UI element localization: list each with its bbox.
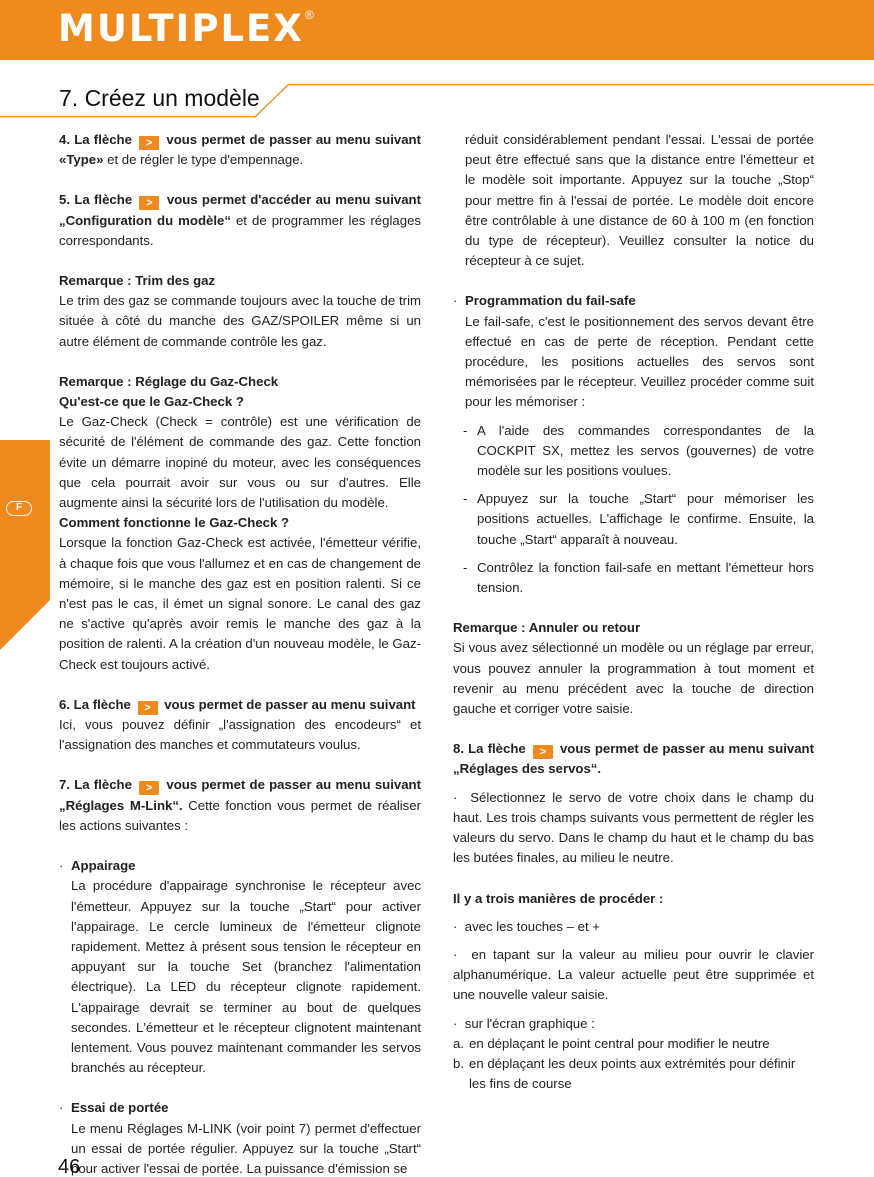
trim-text: Le trim des gaz se commande toujours avec la touche de trim située à côté du manche des GAZ/SPOILER même si un autre élément de commande contrôle les gaz. <box>59 293 421 349</box>
left-column <box>59 130 421 1177</box>
ways-heading: Il y a trois manières de procéder : <box>453 890 664 906</box>
failsafe-item: · Programmation du fail-safe Le fail-safe, c'est le positionnement des servos devant être effectué en cas de perte de réception. Pendant cette procédure, les positions actuelles des servos sont mémorisées par le récepteur. Veuillez procéder comme suit pour les mémoriser : <box>453 291 814 412</box>
section-6-text: Ici, vous pouvez définir „l'assignation des encodeurs“ et l'assignation des manches et commutateurs voulus. <box>59 717 421 753</box>
section-7: 7. La flèche > vous permet de passer au menu suivant „Réglages M-Link“. Cette fonction vous permet de réaliser les actions suivantes : <box>59 777 422 833</box>
side-tab-shape <box>0 440 50 650</box>
failsafe-text: Le fail-safe, c'est le positionnement des servos devant être effectué en cas de perte de réception. Pendant cette procédure, les positions actuelles des servos sont mémorisées par le récepteur. Veuillez procéder comme suit pour les mémoriser : <box>465 313 814 410</box>
failsafe-heading: Programmation du fail-safe <box>465 293 636 309</box>
gaz-check-how-heading: Comment fonctionne le Gaz-Check ? <box>59 515 290 531</box>
arrow-right-icon: > <box>139 136 159 150</box>
section-4: 4. La flèche > vous permet de passer au menu suivant «Type» et de régler le type d'empennage. <box>59 132 421 168</box>
range-test-heading: Essai de portée <box>71 1100 169 1116</box>
cancel-text: Si vous avez sélectionné un modèle ou un réglage par erreur, vous pouvez annuler la programmation à tout moment et revenir au menu précédent avec la touche de direction gauche et corriger votre saisie. <box>453 640 814 717</box>
gaz-check-subheading: Qu'est-ce que le Gaz-Check ? <box>59 394 244 410</box>
chapter-title: 7. Créez un modèle <box>59 85 260 111</box>
range-test-continued: réduit considérablement pendant l'essai. L'essai de portée peut être effectué sans que la distance entre l'émetteur et le modèle soit importante. Appuyez sur la touche „Stop“ pour mettre fin à l'essai de portée. Le modèle doit encore être contrôlable à une distance de 60 à 100 m (en fonction du type de récepteur). Veuillez consulter la notice du récepteur à ce sujet. <box>465 132 814 269</box>
right-column <box>453 130 814 1094</box>
gaz-check-heading: Remarque : Réglage du Gaz-Check <box>59 373 279 389</box>
gaz-check-text: Le Gaz-Check (Check = contrôle) est une vérification de sécurité de l'élément de commande des gaz. Cette fonction évite un démarre inopiné du moteur, avec les conséquences que cela pourrait avoir sur vous ou sur d'autres. Elle augmente ainsi la sécurité lors de l'utilisation du modèle. <box>59 414 421 511</box>
arrow-right-icon: > <box>139 781 159 795</box>
failsafe-step-3: - Contrôlez la fonction fail-safe en mettant l'émetteur hors tension. <box>463 559 814 596</box>
trim-heading: Remarque : Trim des gaz <box>59 273 216 289</box>
section-5: 5. La flèche > vous permet d'accéder au menu suivant „Configuration du modèle“ et de programmer les réglages correspondants. <box>59 192 421 248</box>
header-bar <box>0 0 874 60</box>
way-3-b: b. en déplaçant les deux points aux extrémités pour définir les fins de course <box>453 1055 796 1092</box>
servo-text: · Sélectionnez le servo de votre choix dans le champ du haut. Les trois champs suivants vous permettent de régler les valeurs du servo. Dans le champ du haut et le champ du bas les butées finales, au milieu le neutre. <box>453 789 815 866</box>
failsafe-step-2: - Appuyez sur la touche „Start“ pour mémoriser les positions actuelles. L'affichage le confirme. Ensuite, la touche „Start“ apparaît à nouveau. <box>463 491 814 547</box>
pairing-text: La procédure d'appairage synchronise le récepteur avec l'émetteur. Appuyez sur la touche „Start“ pour activer l'appairage. Le cercle lumineux de l'émetteur clignote rapidement. Mettez à présent sous tension le récepteur en appuyant sur la touche Set (branchez l'alimentation électrique). La LED du récepteur clignote rapidement. L'appairage devrait se terminer au bout de quelques secondes. L'émetteur et le récepteur clignotent maintenant lentement. Vous pouvez maintenant commander les servos branchés au récepteur. <box>71 878 421 1076</box>
way-1: · avec les touches – et + <box>453 918 600 934</box>
registered-mark: ® <box>305 8 314 22</box>
arrow-right-icon: > <box>533 745 553 759</box>
way-2: · en tapant sur la valeur au milieu pour ouvrir le clavier alphanumérique. La valeur actuelle peut être supprimée et une nouvelle valeur saisie. <box>453 946 814 1003</box>
way-3-a: a. en déplaçant le point central pour modifier le neutre <box>453 1035 770 1051</box>
failsafe-step-1: - A l'aide des commandes correspondantes de la COCKPIT SX, mettez les servos (gouvernes) de votre modèle sur les positions voulues. <box>463 422 814 479</box>
section-8: 8. La flèche > vous permet de passer au menu suivant „Réglages des servos“. <box>453 741 814 777</box>
gaz-check-how-text: Lorsque la fonction Gaz-Check est activée, l'émetteur vérifie, à chaque fois que vous l'allumez et en cas de changement de mémoire, si le manche des gaz est en position ralenti. Si ce n'est pas le cas, il émet un signal sonore. Le canal des gaz ne s'active qu'après avoir remis le manche des gaz à la position de ralenti. A la création d'un nouveau modèle, le Gaz-Check est toujours activé. <box>59 535 421 672</box>
arrow-right-icon: > <box>138 701 158 715</box>
page-number: 46 <box>58 1156 81 1177</box>
cancel-heading: Remarque : Annuler ou retour <box>453 620 641 636</box>
pairing-item: · Appairage La procédure d'appairage synchronise le récepteur avec l'émetteur. Appuyez sur la touche „Start“ pour activer l'appairage. Le cercle lumineux de l'émetteur clignote rapidement. Mettez à présent sous tension le récepteur en appuyant sur la touche Set (branchez l'alimentation électrique). La LED du récepteur clignote rapidement. L'appairage devrait se terminer au bout de quelques secondes. L'émetteur et le récepteur clignotent maintenant lentement. Vous pouvez maintenant commander les servos branchés au récepteur. <box>59 856 421 1078</box>
section-6: 6. La flèche > vous permet de passer au menu suivant <box>59 696 416 714</box>
multiplex-logo: MULTIPLEX <box>58 7 304 50</box>
arrow-right-icon: > <box>139 196 159 210</box>
range-test-item: · Essai de portée Le menu Réglages M-LINK (voir point 7) permet d'effectuer un essai de portée régulier. Appuyez sur la touche „Start“ pour activer l'essai de portée. La puissance d'émission se <box>59 1098 421 1177</box>
range-test-text: Le menu Réglages M-LINK (voir point 7) permet d'effectuer un essai de portée régulier. Appuyez sur la touche „Start“ pour activer l'essai de portée. La puissance d'émission se <box>71 1120 421 1176</box>
way-3: · sur l'écran graphique : <box>453 1015 595 1031</box>
pairing-heading: Appairage <box>71 858 136 874</box>
language-tab: F <box>6 501 32 516</box>
